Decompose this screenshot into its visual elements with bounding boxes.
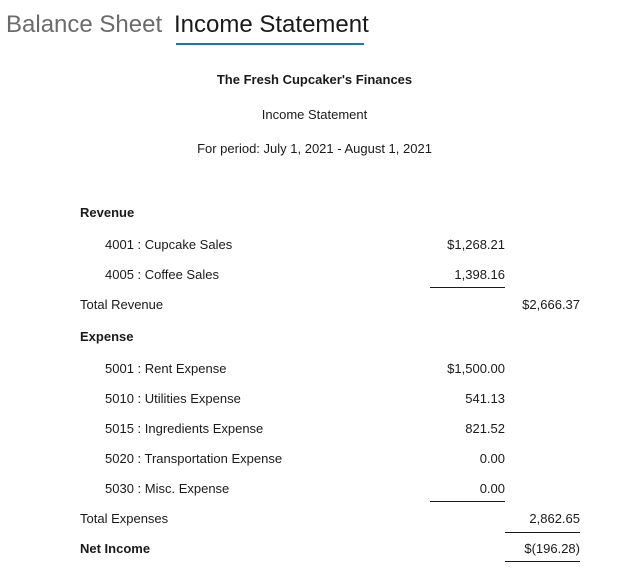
- account-label: 5001 : Rent Expense: [105, 361, 227, 376]
- account-amount: $1,268.21: [447, 237, 505, 252]
- net-income-row: [0, 541, 629, 561]
- tab-income-statement[interactable]: Income Statement: [174, 11, 369, 38]
- account-label: 4005 : Coffee Sales: [105, 267, 219, 282]
- total-revenue-row: [0, 297, 629, 317]
- account-amount: 1,398.16: [454, 267, 505, 282]
- company-name: The Fresh Cupcaker's Finances: [216, 72, 413, 87]
- subtotal-rule: [430, 287, 505, 288]
- account-label: 5015 : Ingredients Expense: [105, 421, 264, 436]
- table-row: [0, 237, 629, 257]
- account-label: 4001 : Cupcake Sales: [105, 237, 233, 252]
- account-amount: 821.52: [465, 421, 505, 436]
- total-expenses-row: [0, 511, 629, 531]
- total-amount: $2,666.37: [522, 297, 580, 312]
- total-label: Total Revenue: [80, 297, 164, 312]
- account-amount: 0.00: [479, 481, 505, 496]
- report-title: Income Statement: [261, 107, 368, 122]
- table-row: [0, 481, 629, 501]
- account-amount: 541.13: [465, 391, 505, 406]
- account-label: 5020 : Transportation Expense: [105, 451, 283, 466]
- account-label: 5010 : Utilities Expense: [105, 391, 241, 406]
- expense-section-heading: [0, 329, 629, 349]
- account-amount: $1,500.00: [447, 361, 505, 376]
- net-income-label: Net Income: [80, 541, 151, 556]
- section-label: Expense: [80, 329, 134, 344]
- active-tab-indicator: [176, 43, 364, 45]
- tab-balance-sheet[interactable]: Balance Sheet: [6, 11, 163, 38]
- report-period: For period: July 1, 2021 - August 1, 2021: [197, 141, 432, 156]
- table-row: [0, 451, 629, 471]
- table-row: [0, 361, 629, 381]
- table-row: [0, 421, 629, 441]
- section-label: Revenue: [80, 205, 135, 220]
- account-label: 5030 : Misc. Expense: [105, 481, 230, 496]
- net-income-amount: $(196.28): [524, 541, 580, 556]
- subtotal-rule: [430, 501, 505, 502]
- total-amount: 2,862.65: [529, 511, 580, 526]
- account-amount: 0.00: [479, 451, 505, 466]
- table-row: [0, 267, 629, 287]
- table-row: [0, 391, 629, 411]
- total-rule: [505, 532, 580, 533]
- net-income-rule: [505, 561, 580, 562]
- total-label: Total Expenses: [80, 511, 169, 526]
- revenue-section-heading: [0, 205, 629, 225]
